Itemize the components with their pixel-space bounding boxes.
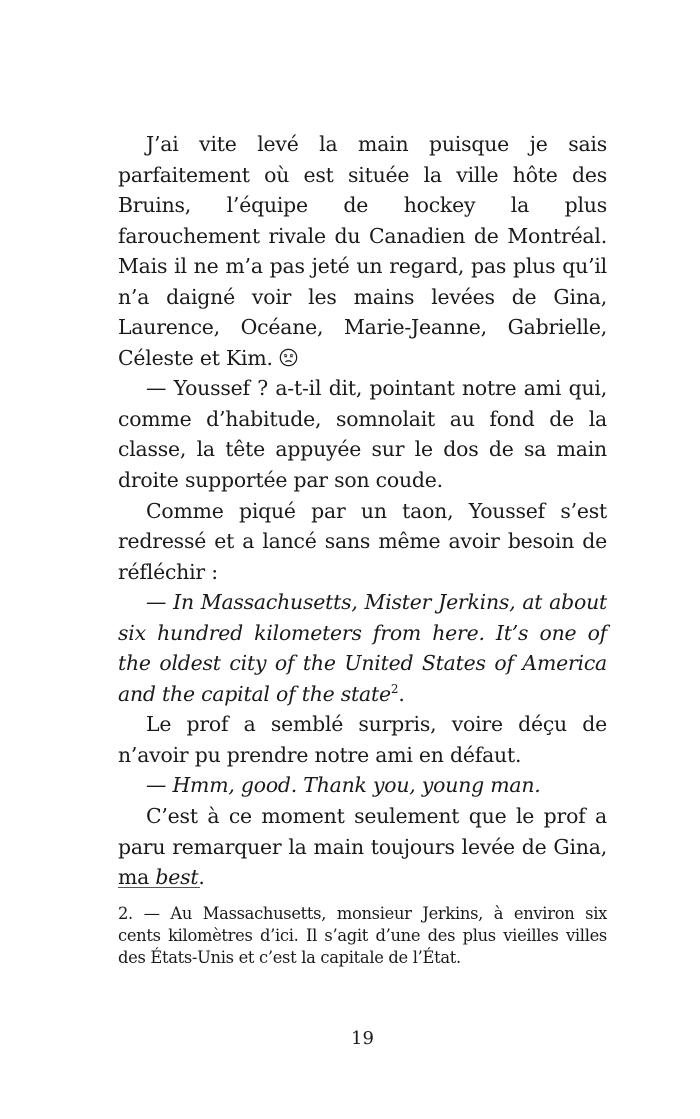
footnote-text: — Au Massachusetts, monsieur Jerkins, à environ six cents kilomètres d’ici. Il s’agit d’une des plus vieilles villes des États-Unis et c’est la capitale de l’État. [118,904,607,967]
footnote [118,903,607,969]
paragraph-1 [118,129,607,373]
paragraph-6 [118,770,607,801]
paragraph-1-text: J’ai vite levé la main puisque je sais parfaitement où est située la ville hôte des Bruins, l’équipe de hockey la plus farouchement rivale du Canadien de Montréal. Mais il ne m’a pas jeté un regard, pas plus qu’il n’a daigné voir les mains levées de Gina, Laurence, Océane, Marie-Jeanne, Gabrielle, Céleste et Kim. [118,132,607,370]
paragraph-6-text: — Hmm, good. Thank you, young man. [146,773,541,798]
footnote-divider [118,887,200,888]
paragraph-7 [118,801,607,893]
footnote-reference[interactable]: 2 [390,681,399,696]
page-number: 19 [351,1028,374,1049]
paragraph-4-text: — In Massachusetts, Mister Jerkins, at about six hundred kilometers from here. It’s one of the oldest city of the United States of America and the capital of the state [118,590,607,706]
paragraph-7-end: . [198,865,205,890]
paragraph-4 [118,587,607,709]
body-text [118,129,607,893]
paragraph-2: — Youssef ? a-t-il dit, pointant notre ami qui, comme d’habitude, somnolait au fond de la classe, la tête appuyée sur le dos de sa main droite supportée par son coude. [118,376,607,493]
paragraph-7-italic: best [155,865,199,890]
paragraph-5: Le prof a semblé surpris, voire déçu de n’avoir pu prendre notre ami en défaut. [118,712,607,767]
paragraph-7-text: C’est à ce moment seulement que le prof a paru remarquer la main toujours levée de Gina, ma [118,804,607,890]
footnote-paragraph [118,903,607,969]
paragraph-4-end: . [398,681,405,706]
footnote-number: 2. [118,904,133,923]
paragraph-3: Comme piqué par un taon, Youssef s’est redressé et a lancé sans même avoir besoin de réfléchir : [118,498,607,584]
unamused-face-icon [279,348,298,367]
